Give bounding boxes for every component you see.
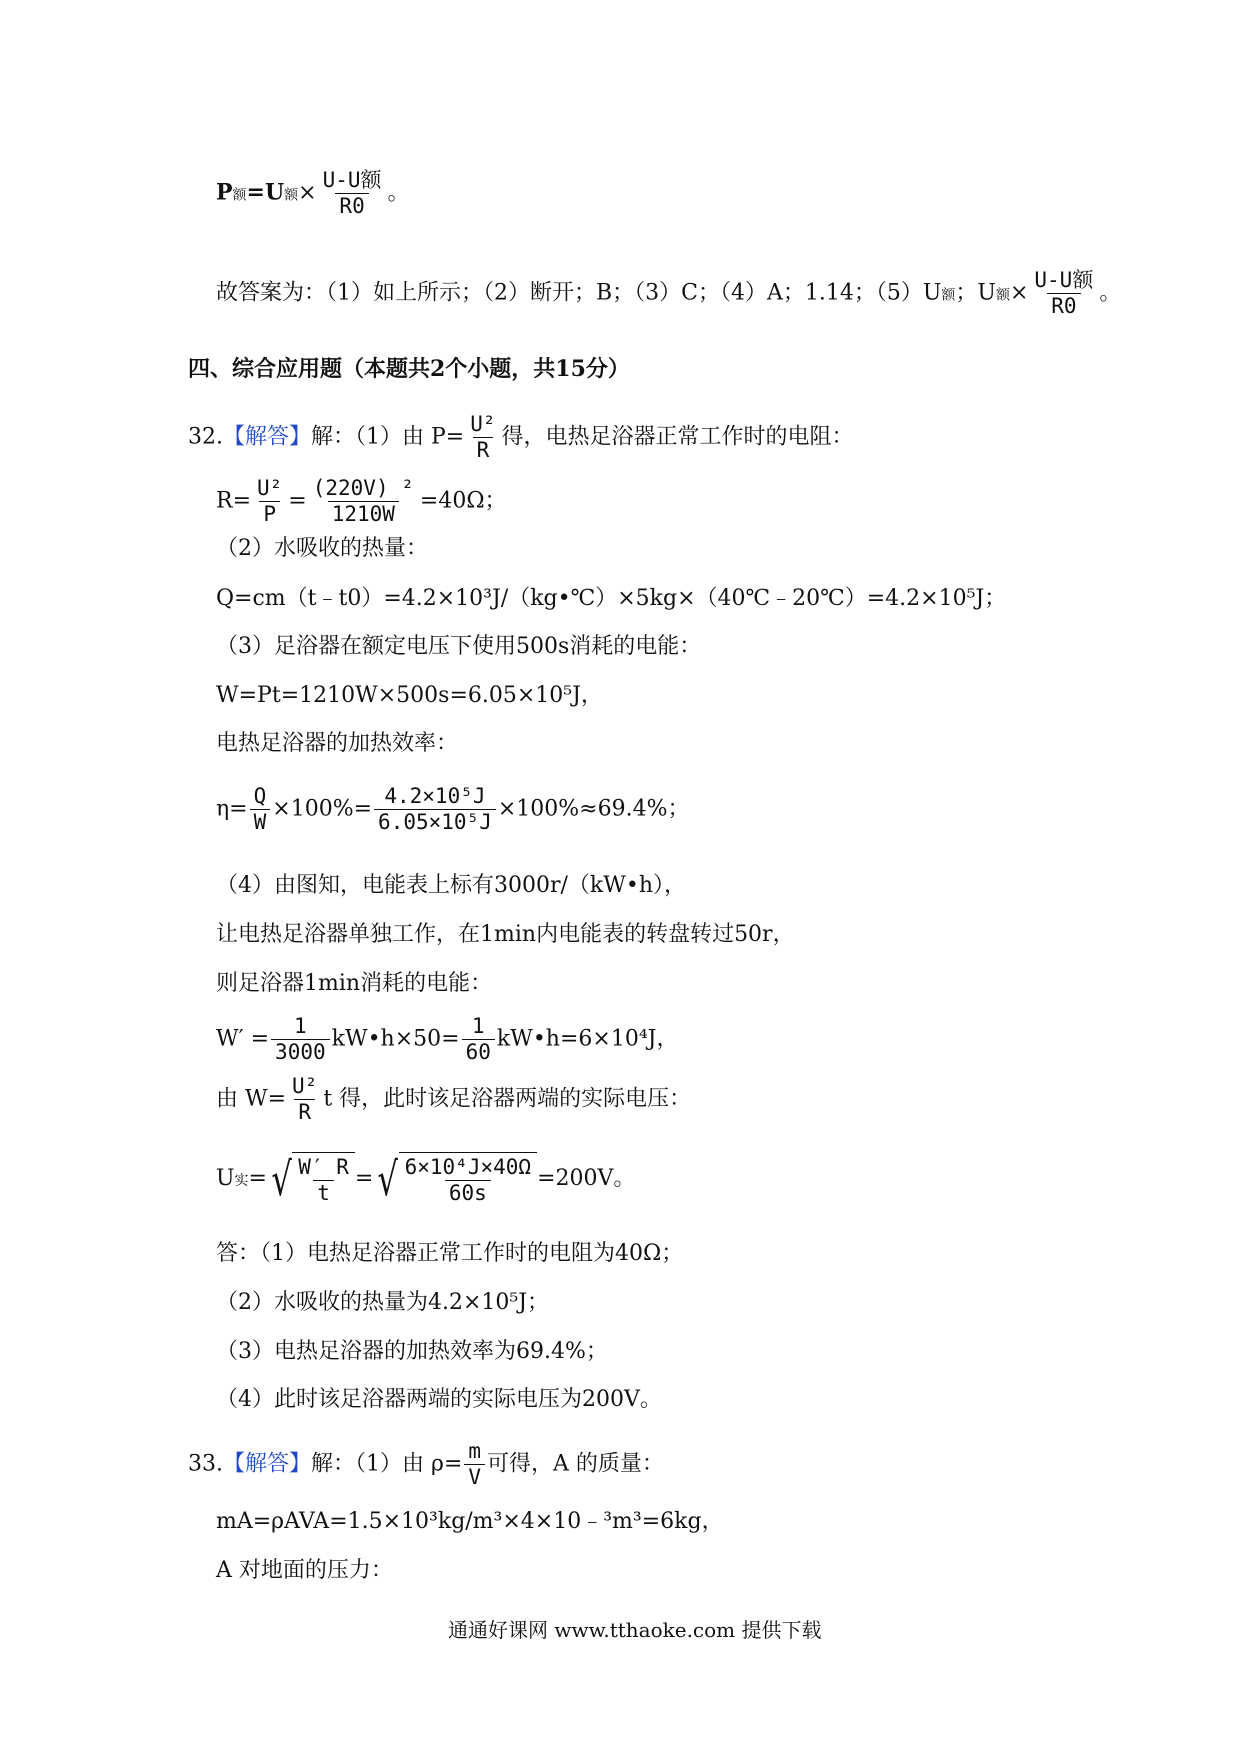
q32-heat-formula: Q=cm（t﹣t0）=4.2×10³J/（kg•℃）×5kg×（40℃﹣20℃）=4.2×10⁵J； bbox=[216, 586, 1007, 611]
q32-answer-3: （3）电热足浴器的加热效率为69.4%； bbox=[216, 1339, 608, 1364]
q32-voltage-formula: U实= √ $\frac{W' R}{t}$ = √ $\frac{\text{6×10⁴J×40Ω}}{60s}$ =200V。 bbox=[216, 1152, 636, 1207]
q32-answer-1: 答：（1）电热足浴器正常工作时的电阻为40Ω； bbox=[216, 1241, 684, 1266]
page-footer: 通通好课网 www.tthaoke.com 提供下载 bbox=[448, 1618, 822, 1642]
q32-answer-2: （2）水吸收的热量为4.2×10⁵J； bbox=[216, 1290, 550, 1315]
q32-resistance-formula: R= $\frac{\text{U²}}{P}$ = $\frac{\text{(220V) ²}}{1210W}$ =40Ω； bbox=[216, 476, 507, 527]
q32-p3-title: （3）足浴器在额定电压下使用500s消耗的电能： bbox=[216, 634, 702, 659]
q33-mass-formula: mA=ρAVA=1.5×10³kg/m³×4×10﹣³m³=6kg， bbox=[216, 1509, 724, 1534]
sqrt-1: √ $\frac{W' R}{t}$ bbox=[267, 1152, 355, 1206]
section-title: 四、综合应用题（本题共2个小题，共15分） bbox=[188, 356, 630, 382]
q32-energy-meter-formula: W′ = $\frac{1}{3000}$ kW•h×50= $\frac{1}{60}$ kW•h=6×10⁴J， bbox=[216, 1014, 679, 1065]
q32-answer-4: （4）此时该足浴器两端的实际电压为200V。 bbox=[216, 1387, 662, 1412]
q32-p2-title: （2）水吸收的热量： bbox=[216, 536, 428, 561]
q32-p4-line3: 则足浴器1min消耗的电能： bbox=[216, 971, 493, 996]
q32-energy-formula: W=Pt=1210W×500s=6.05×10⁵J， bbox=[216, 683, 603, 708]
q32-intro: 32.【解答】解：（1）由 P= $\frac{\text{U²}}{R}$ 得，电热足浴器正常工作时的电阻： bbox=[188, 412, 854, 463]
q32-voltage-intro: 由 W= $\frac{\text{U²}}{R}$ t 得，此时该足浴器两端的实际电压： bbox=[216, 1074, 692, 1125]
q32-p4-line1: （4）由图知，电能表上标有3000r/（kW•h）， bbox=[216, 873, 687, 898]
sqrt-2: √ $\frac{\text{6×10⁴J×40Ω}}{60s}$ bbox=[373, 1152, 537, 1206]
q33-pressure-title: A 对地面的压力： bbox=[216, 1558, 393, 1583]
answer-summary: 故答案为：（1）如上所示；（2）断开；B；（3）C；（4）A；1.14；（5）U额；U额× $\frac{\text{U-U额}}{R0}$ 。 bbox=[216, 268, 1122, 319]
q32-efficiency-formula: η= $\frac{Q}{W}$ ×100%= $\frac{\text{4.2×10⁵J}}{\text{6.05×10⁵J}}$ ×100%≈69.4%； bbox=[216, 784, 690, 835]
q32-p4-line2: 让电热足浴器单独工作，在1min内电能表的转盘转过50r， bbox=[216, 922, 795, 947]
q33-intro: 33.【解答】解：（1）由 ρ= $\frac{m}{V}$ 可得，A 的质量： bbox=[188, 1439, 664, 1490]
formula-p-rated: P额=U额× $\frac{\text{U-U额}}{R0}$ 。 bbox=[216, 168, 410, 219]
q32-efficiency-title: 电热足浴器的加热效率： bbox=[216, 731, 459, 756]
